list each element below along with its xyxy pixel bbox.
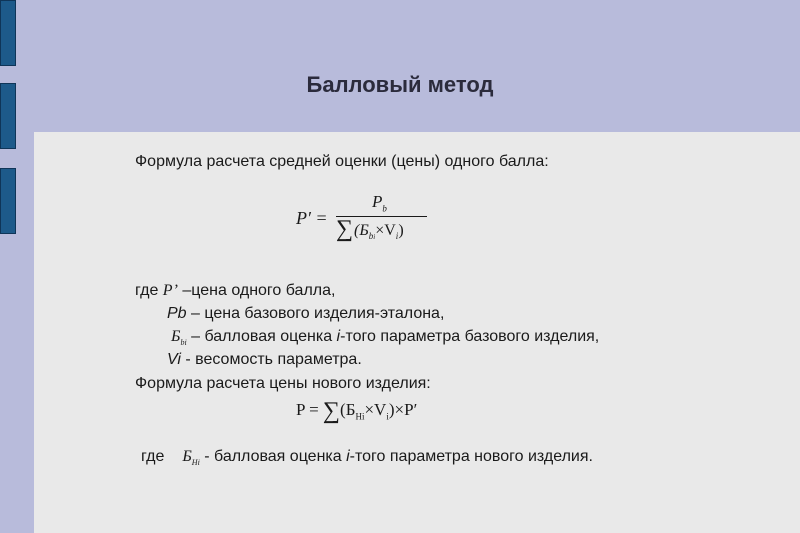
formula1-denominator: $(Б_{bi}\times V_i)$ bbox=[354, 222, 404, 242]
formula1-numerator: $P_b$ bbox=[372, 192, 387, 214]
definition-line-4: Vi - весомость параметра. bbox=[167, 351, 362, 368]
formula1-lhs: P′ = bbox=[296, 208, 328, 228]
definition-line-1: где P’ –цена одного балла, bbox=[135, 282, 336, 299]
definition-line-3: $Б_{bi}$ – балловая оценка i-того параметра базового изделия, bbox=[171, 328, 600, 348]
sum-symbol: ∑ bbox=[322, 398, 341, 424]
side-decoration-block bbox=[0, 0, 16, 66]
formula-average-point-price bbox=[296, 194, 446, 254]
intro-text: Формула расчета средней оценки (цены) одного балла: bbox=[135, 153, 549, 170]
definition-line-2: Pb – цена базового изделия-эталона, bbox=[167, 305, 445, 322]
side-decoration-block bbox=[0, 168, 16, 234]
formula-new-product-price: $P = \sum(Б_{Hi}\times V_i)\times P'$ bbox=[296, 398, 418, 424]
formula2-lhs: P = bbox=[296, 400, 319, 419]
footer-definition: где $Б_{Hi}$ - балловая оценка i-того параметра нового изделия. bbox=[141, 448, 593, 468]
second-heading: Формула расчета цены нового изделия: bbox=[135, 375, 431, 392]
slide-content bbox=[34, 132, 800, 533]
slide-title: Балловый метод bbox=[306, 72, 494, 97]
sum-symbol: ∑ bbox=[336, 216, 354, 242]
